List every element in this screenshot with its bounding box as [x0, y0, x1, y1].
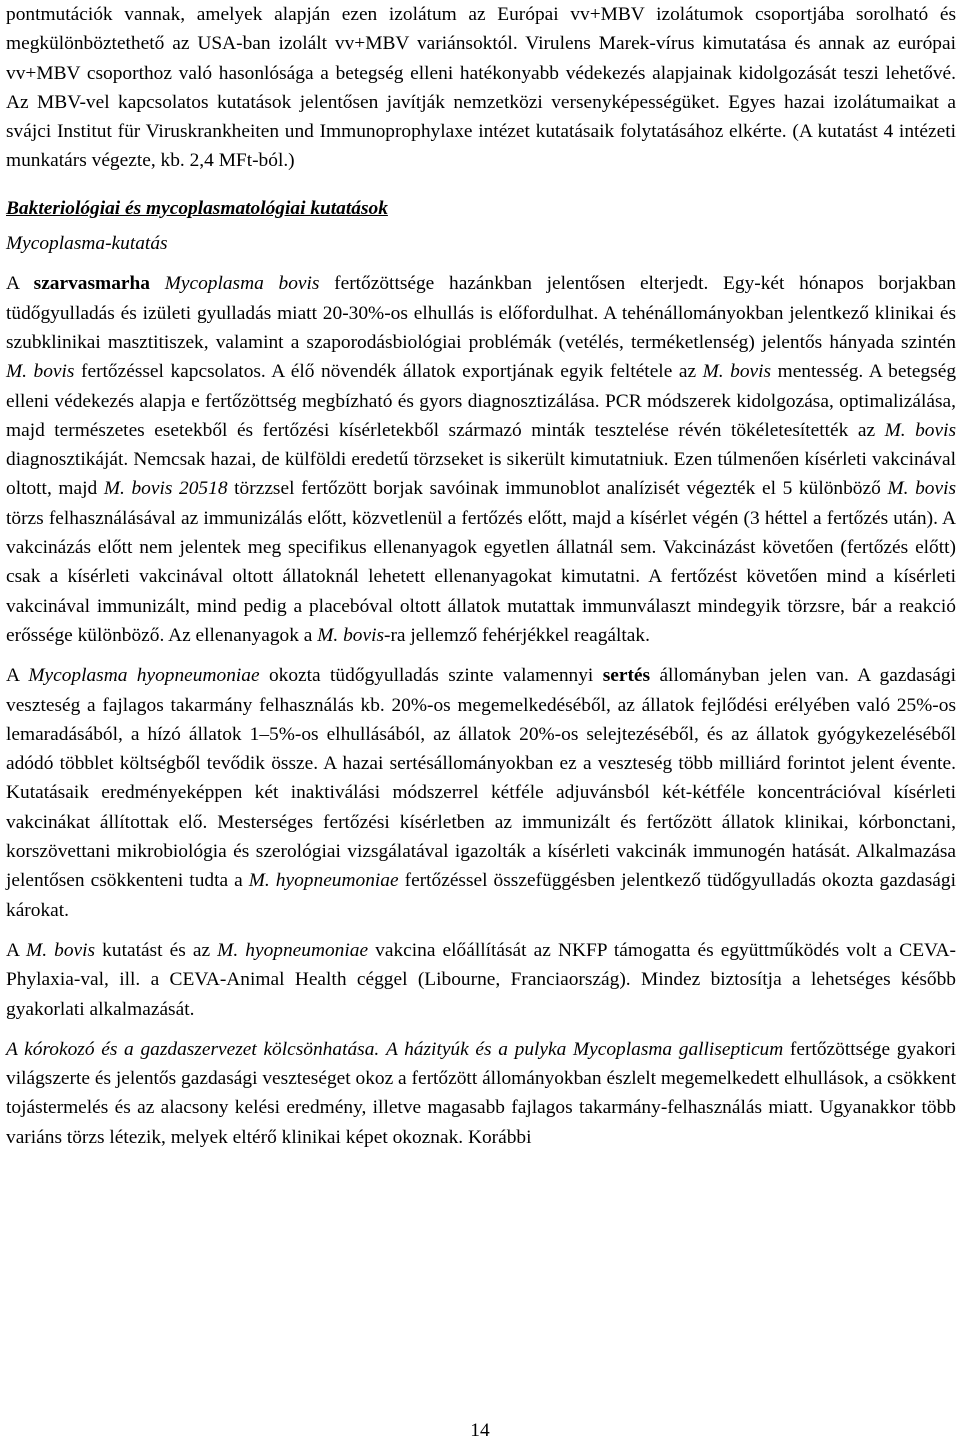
- text-run: [379, 1039, 386, 1060]
- subsection-heading: Mycoplasma-kutatás: [6, 233, 168, 255]
- italic-run: M. bovis 20518: [103, 478, 228, 500]
- italic-run: A kórokozó és a gazdaszervezet kölcsönhatása.: [6, 1038, 380, 1060]
- italic-run: M. bovis: [317, 624, 385, 646]
- text-run: fertőzöttsége gyakori világszerte és jelentős gazdasági veszteséget okoz a fertőzött állományokban észlelt megemelkedett elhullások, a csökkent tojástermelés és az alacsony kelési eredmény, illetve magasabb fajlagos takarmány-felhasználás miatt. Ugyanakkor több variáns törzs létezik, melyek eltérő klinikai képet okoznak. Korábbi: [6, 1038, 956, 1148]
- paragraph-mycoplasma-bovis: [6, 269, 956, 650]
- bold-run: szarvasmarha: [33, 273, 150, 295]
- text-run: kutatást és az: [95, 939, 218, 961]
- text-run: fertőzöttsége hazánkban jelentősen elterjedt. Egy-két hónapos borjakban tüdőgyulladás és izületi gyulladás miatt 20-30%-os elhullás is előfordulhat. A tehénállományokban jelentkező klinikai és szubklinikai masztitiszek, valamint a szaporodásbiológiai problémák (vetélés, terméketlenség) jelentős hányada szintén: [6, 273, 956, 353]
- text-run: -ra jellemző fehérjékkel reagáltak.: [384, 624, 650, 646]
- text-run: fertőzéssel kapcsolatos. A élő növendék állatok exportjának egyik feltétele az: [74, 361, 703, 383]
- italic-run: M. bovis: [884, 419, 956, 441]
- paragraph-mycoplasma-hyopneumoniae: [6, 661, 956, 925]
- bold-run: sertés: [602, 665, 651, 687]
- text-run: törzzsel fertőzött borjak savóinak immunoblot analízisét végezték el 5 különböző: [227, 478, 888, 500]
- text-run: vakcina előállítását az NKFP támogatta és együttműködés volt a CEVA-Phylaxia-val, ill. a CEVA-Animal Health céggel (Libourne, Franciaország). Mindez biztosítja a lehetséges később gyakorlati alkalmazását.: [6, 939, 957, 1020]
- section-heading: Bakteriológiai és mycoplasmatológiai kutatások: [6, 197, 388, 219]
- italic-run: M. bovis: [702, 361, 772, 383]
- page-number: 14: [470, 1420, 490, 1441]
- paragraph-funding: [6, 936, 956, 1024]
- page-body: [6, 0, 956, 1152]
- paragraph-mycoplasma-gallisepticum: [6, 1035, 956, 1152]
- italic-run: Mycoplasma bovis: [164, 273, 320, 295]
- italic-run: Mycoplasma hyopneumoniae: [28, 665, 260, 687]
- text-run: A: [6, 665, 29, 687]
- text-run: A: [6, 273, 34, 295]
- italic-run: M. hyopneumoniae: [248, 870, 399, 892]
- text-run: mentesség. A betegség elleni védekezés alapja e fertőzöttség megbízható és gyors diagnosztizálása. PCR módszerek kidolgozása, optimalizálása, majd természetes esetekből és fertőzési kísérletekből származó minták tesztelése révén tökéletesítették az: [6, 361, 957, 441]
- text-run: állományban jelen van. A gazdasági veszteség a fajlagos takarmány felhasználás kb. 20%-os megemelkedéséből, az állatok fejlődési erélyében való 25%-os lemaradásából, a hízó állatok 1–5%-os elhullásából, az állatok 20%-os selejtezéséből, és az állatok gyógykezeléséből adódó többlet költségből tevődik össze. A hazai sertésállományokban ez a veszteség több milliárd forintot jelent évente. Kutatásaik eredményeképpen két inaktiválási módszerrel kétféle adjuvánsból két-kétféle koncentrációval kísérleti vakcinákat állítottak elő. Mesterséges fertőzési kísérletben az immunizált és fertőzött állatok klinikai, kórbonctani, korszövettani mikrobiológia és szerológiai vizsgálatával igazolták a kísérleti vakcinák immunogén hatását. Alkalmazása jelentősen csökkenteni tudta a: [6, 665, 956, 892]
- text-run: pontmutációk vannak, amelyek alapján ezen izolátum az Európai vv+MBV izolátumok csoportjába sorolható és megkülönböztethető az USA-ban izolált vv+MBV variánsoktól. Virulens Marek-vírus kimutatása és annak az európai vv+MBV csoporthoz való hasonlósága a betegség elleni hatékonyabb védekezés alapjainak kidolgozását teszi lehetővé. Az MBV-vel kapcsolatos kutatások jelentősen javítják nemzetközi versenyképességüket. Egyes hazai izolátumaikat a svájci Institut für Viruskrankheiten und Immunoprophylaxe intézet kutatásaik folytatásához elkérte. (A kutatást 4 intézeti munkatárs végezte, kb. 2,4 MFt-ból.): [6, 4, 956, 172]
- italic-run: M. hyopneumoniae: [217, 939, 369, 961]
- text-run: diagnosztikáját. Nemcsak hazai, de külföldi eredetű törzseket is sikerült kimutatniuk. Ezen túlmenően kísérleti vakcinával oltott, majd: [6, 449, 956, 500]
- italic-run: A házityúk és a pulyka Mycoplasma gallisepticum: [385, 1038, 784, 1060]
- text-run: [150, 273, 165, 294]
- italic-run: M. bovis: [26, 939, 96, 961]
- text-run: okozta tüdőgyulladás szinte valamennyi: [259, 665, 603, 687]
- text-run: A: [6, 939, 27, 961]
- italic-run: M. bovis: [887, 478, 957, 500]
- italic-run: M. bovis: [6, 361, 75, 383]
- text-run: fertőzéssel összefüggésben jelentkező tüdőgyulladás okozta gazdasági károkat.: [6, 870, 956, 921]
- paragraph-marek-virus: [6, 0, 956, 176]
- text-run: törzs felhasználásával az immunizálás előtt, közvetlenül a fertőzés előtt, majd a kísérlet végén (3 héttel a fertőzés után). A vakcinázás előtt nem jelentek meg specifikus ellenanyagok egyetlen állatnál sem. Vakcinázást követően (fertőzés előtt) csak a kísérleti vakcinával oltott állatoknál lehetett ellenanyagokat kimutatni. A fertőzést követően mind a kísérleti vakcinával immunizált, mind pedig a placebóval oltott állatok mutattak immunválaszt mindegyik törzsre, bár a reakció erőssége különböző. Az ellenanyagok a: [6, 507, 956, 646]
